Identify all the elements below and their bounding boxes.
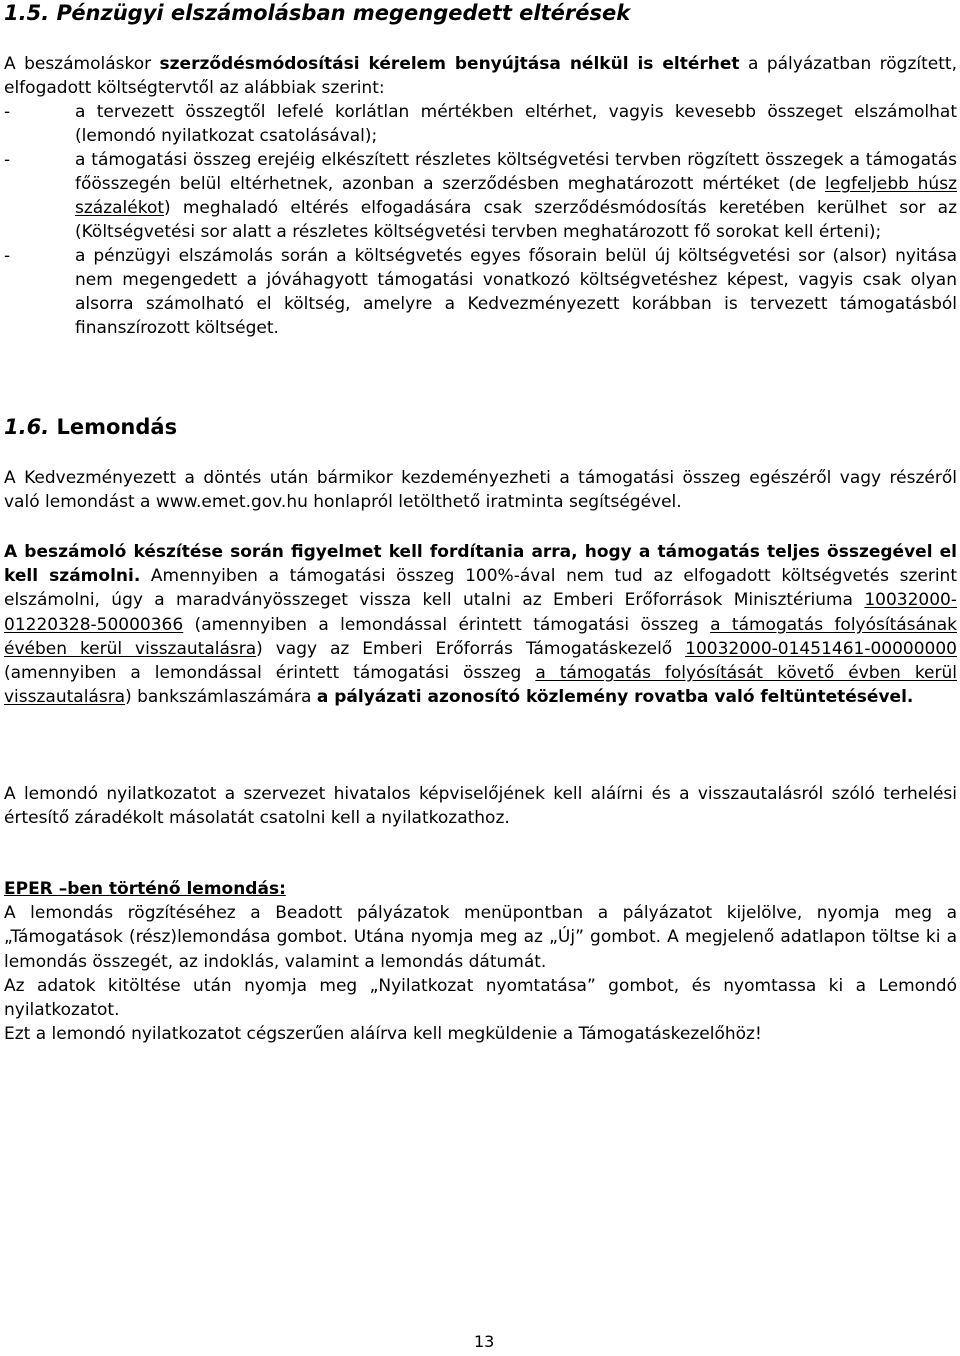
list-item-3-text: a pénzügyi elszámolás során a költségvetés egyes fősorain belül új költségvetési sor (alsor) nyitása nem megengedett a jóváhagyott támogatási vonatkozó költségvetéshez képest, vagyis csak olyan alsorra számolható el költség, amelyre a Kedvezményezett korábban is tervezett támogatásból finanszírozott költséget. [75, 246, 957, 338]
eper-section [4, 877, 957, 1046]
eper-paragraph-3: Ezt a lemondó nyilatkozatot cégszerűen aláírva kell megküldenie a Támogatáskezelőhöz! [4, 1024, 762, 1045]
section-heading-1-5: 1.5. Pénzügyi elszámolásban megengedett eltérések [4, 1, 631, 25]
bank-account-1: 10032000-01220328-50000366 [4, 590, 957, 635]
intro-paragraph [4, 52, 957, 100]
list-item-2 [4, 148, 957, 244]
lemondas-paragraph-3: A lemondó nyilatkozatot a szervezet hivatalos képviselőjének kell aláírni és a visszautalásról szóló terhelési értesítő záradékolt másolatát csatolni kell a nyilatkozathoz. [4, 784, 957, 829]
section-title: Lemondás [56, 415, 178, 439]
p2-text-d: (amennyiben a lemondással érintett támogatási összeg [4, 663, 536, 684]
p2-text-c: ) vagy az Emberi Erőforrás Támogatáskezelő [256, 638, 686, 659]
section-1-5-body [4, 52, 957, 340]
lemondas-paragraph-2 [4, 540, 957, 709]
list-dash: - [4, 102, 11, 122]
eper-heading: EPER –ben történő lemondás: [4, 879, 286, 899]
intro-text-a: A beszámoláskor [4, 54, 160, 74]
list-dash: - [4, 150, 11, 170]
eper-paragraph-2: Az adatok kitöltése után nyomja meg „Nyilatkozat nyomtatása” gombot, és nyomtassa ki a Lemondó nyilatkozatot. [4, 975, 957, 1021]
bank-account-2: 10032000-01451461-00000000 [685, 638, 957, 659]
warning-bold-text: A beszámoló készítése során figyelmet kell fordítania arra, hogy a támogatás teljes összegével el kell számolni. [4, 542, 957, 587]
list-item-2-underlined: legfeljebb húsz százalékot [75, 174, 957, 218]
list-item-3 [4, 244, 957, 340]
lemondas-paragraph-1: A Kedvezményezett a döntés után bármikor kezdeményezheti a támogatási összeg egészéről vagy részéről való lemondást a www.emet.gov.hu honlapról letölthető iratminta segítségével. [4, 468, 957, 513]
eper-paragraph-1: A lemondás rögzítéséhez a Beadott pályázatok menüpontban a pályázatot kijelölve, nyomja meg a „Támogatások (rész)lemondása gombot. Utána nyomja meg az „Új” gombot. A megjelenő adatlapon töltse ki a lemondás összegét, az indoklás, valamint a lemondás dátumát. [4, 903, 957, 972]
list-item-2-text-a: a támogatási összeg erejéig elkészített részletes költségvetési tervben rögzített összegek a támogatás főösszegén belül eltérhetnek, azonban a szerződésben meghatározott mértéket (de [75, 150, 957, 194]
p2-text-a: Amennyiben a támogatási összeg 100%-ával nem tud az elfogadott költségvetés szerint elszámolni, úgy a maradványösszeget vissza kell utalni az Emberi Erőforrások Minisztériuma [4, 566, 957, 611]
list-dash: - [4, 246, 11, 266]
list-item-1 [4, 100, 957, 148]
p2-underlined-1: a támogatás folyósításának évében kerül visszautalásra [4, 614, 957, 659]
section-heading-1-6 [4, 414, 177, 440]
section-number: 1.6. [4, 415, 50, 439]
list-item-1-text: a tervezett összegtől lefelé korlátlan mértékben eltérhet, vagyis kevesebb összeget elszámolhat (lemondó nyilatkozat csatolásával); [75, 102, 957, 146]
p2-underlined-2: a támogatás folyósítását követő évben kerül visszautalásra [4, 663, 957, 708]
list-item-2-text-b: ) meghaladó eltérés elfogadására csak szerződésmódosítás keretében kerülhet sor az (Költségvetési sor alatt a részletes költségvetési tervben meghatározott fő sorokat kell érteni); [75, 198, 957, 242]
p2-text-e: ) bankszámlaszámára [125, 687, 317, 708]
p2-bold-end: a pályázati azonosító közlemény rovatba való feltüntetésével. [316, 687, 914, 708]
intro-text-b: a pályázatban rögzített, elfogadott költségtervtől az alábbiak szerint: [4, 54, 957, 98]
page-number: 13 [474, 1332, 495, 1351]
intro-bold-text: szerződésmódosítási kérelem benyújtása nélkül is eltérhet [159, 54, 740, 74]
p2-text-b: (amennyiben a lemondással érintett támogatási összeg [183, 614, 711, 635]
